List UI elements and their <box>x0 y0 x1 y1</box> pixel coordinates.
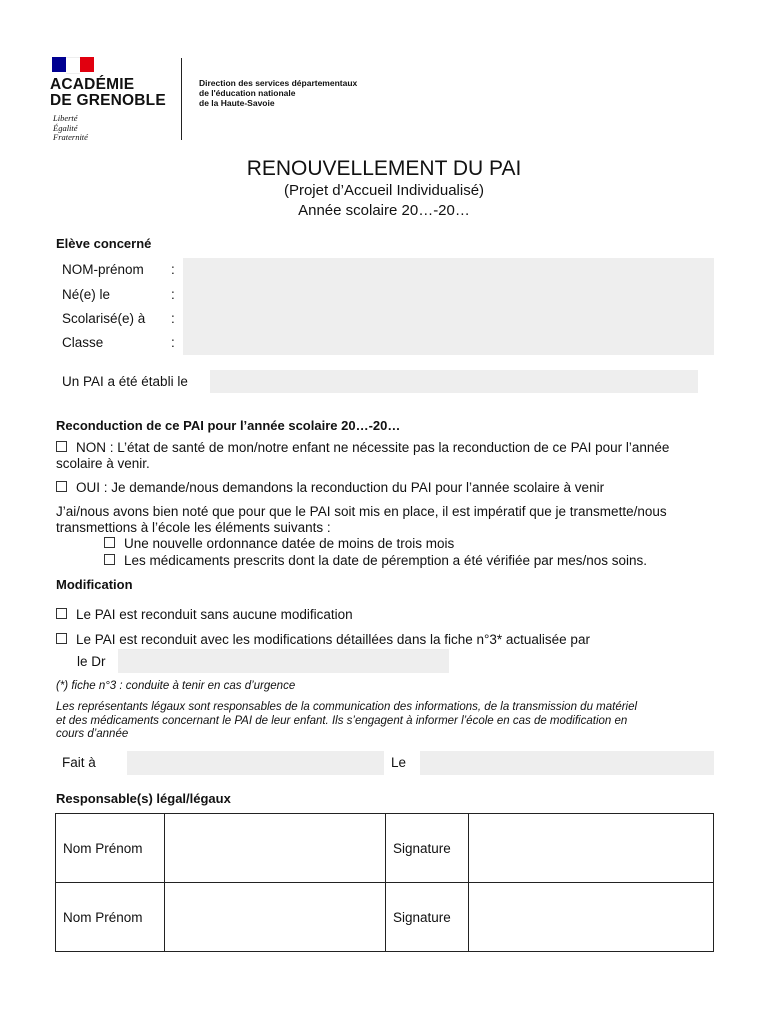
field-label-nom: NOM-prénom <box>62 262 144 277</box>
legal-line: Les représentants légaux sont responsables de la communication des informations, de la transmission du matériel <box>56 701 638 713</box>
name-input-cell[interactable] <box>165 883 386 952</box>
footnote: (*) fiche n°3 : conduite à tenir en cas d’urgence <box>56 680 296 692</box>
table-row <box>56 814 714 883</box>
option-non <box>56 440 669 472</box>
page-title: RENOUVELLEMENT DU PAI <box>246 157 522 180</box>
note-line: J’ai/nous avons bien noté que pour que le PAI soit mis en place, il est impératif que je transmette/nous <box>56 504 667 519</box>
field-colon: : <box>171 311 175 326</box>
option-oui <box>56 480 604 496</box>
school-year: Année scolaire 20…-20… <box>298 202 470 219</box>
republic-motto <box>53 114 88 143</box>
academie-name <box>50 77 166 109</box>
checkbox-oui[interactable] <box>56 481 67 492</box>
motto-line: Fraternité <box>53 132 88 142</box>
legal-notice <box>56 701 637 742</box>
name-input-cell[interactable] <box>165 814 386 883</box>
option-sans-modification-text: Le PAI est reconduit sans aucune modification <box>76 607 353 622</box>
direction-line: de la Haute-Savoie <box>199 98 275 108</box>
doctor-field[interactable] <box>118 649 449 673</box>
motto-line: Liberté <box>53 113 78 123</box>
table-row <box>56 883 714 952</box>
field-label-ne-le: Né(e) le <box>62 287 111 302</box>
fait-a-field[interactable] <box>127 751 384 775</box>
option-avec-modification <box>56 632 590 648</box>
reconduction-heading: Reconduction de ce PAI pour l’année scolaire 20…-20… <box>56 418 401 433</box>
checkbox-avec-modification[interactable] <box>56 633 67 644</box>
responsables-heading: Responsable(s) légal/légaux <box>56 791 231 806</box>
option-avec-modification-text: Le PAI est reconduit avec les modifications détaillées dans la fiche n°3* actualisée par <box>76 632 590 647</box>
name-label-cell: Nom Prénom <box>56 814 165 883</box>
name-label-cell: Nom Prénom <box>56 883 165 952</box>
signature-label-cell: Signature <box>386 883 469 952</box>
eleve-info-field[interactable] <box>183 258 714 355</box>
pai-established-label: Un PAI a été établi le <box>62 374 188 389</box>
page-subtitle: (Projet d’Accueil Individualisé) <box>283 182 485 199</box>
signature-table <box>55 813 714 952</box>
signature-label-cell: Signature <box>386 814 469 883</box>
required-item <box>104 553 647 569</box>
date-field[interactable] <box>420 751 714 775</box>
republique-flag-logo <box>52 57 94 72</box>
signature-input-cell[interactable] <box>469 814 714 883</box>
academie-line2: DE GRENOBLE <box>50 92 166 109</box>
field-colon: : <box>171 262 175 277</box>
checkbox-sans-modification[interactable] <box>56 608 67 619</box>
signature-input-cell[interactable] <box>469 883 714 952</box>
academie-line1: ACADÉMIE <box>50 76 135 93</box>
required-item <box>104 536 454 552</box>
field-colon: : <box>171 335 175 350</box>
fait-a-label: Fait à <box>62 755 96 770</box>
checkbox-non[interactable] <box>56 441 67 452</box>
header-divider <box>181 58 182 140</box>
note-line: transmettions à l’école les éléments suivants : <box>56 520 331 535</box>
modification-heading: Modification <box>56 577 133 592</box>
option-oui-text: OUI : Je demande/nous demandons la reconduction du PAI pour l’année scolaire à venir <box>76 480 605 495</box>
option-non-text: NON : L’état de santé de mon/notre enfant ne nécessite pas la reconduction de ce PAI pour l’année <box>76 440 670 455</box>
direction-text <box>199 78 357 108</box>
checkbox-medicaments[interactable] <box>104 554 115 565</box>
reconduction-note <box>56 504 667 536</box>
motto-line: Égalité <box>53 122 78 133</box>
field-colon: : <box>171 287 175 302</box>
field-label-scolarise: Scolarisé(e) à <box>62 311 146 326</box>
pai-date-field[interactable] <box>210 370 698 393</box>
direction-line: Direction des services départementaux <box>199 78 358 88</box>
date-label: Le <box>391 755 407 770</box>
doctor-label: le Dr <box>77 654 106 669</box>
legal-line: et des médicaments concernant le PAI de leur enfant. Ils s’engagent à informer l’école en cas de modification en <box>56 714 628 727</box>
direction-line: de l'éducation nationale <box>199 88 296 98</box>
field-label-classe: Classe <box>62 335 104 350</box>
item-medicaments: Les médicaments prescrits dont la date de péremption a été vérifiée par mes/nos soins. <box>124 553 648 568</box>
checkbox-ordonnance[interactable] <box>104 537 115 548</box>
legal-line: cours d’année <box>56 728 129 740</box>
eleve-heading: Elève concerné <box>56 236 152 251</box>
item-ordonnance: Une nouvelle ordonnance datée de moins de trois mois <box>124 536 455 551</box>
option-sans-modification <box>56 607 353 623</box>
option-non-text-2: scolaire à venir. <box>56 456 150 471</box>
